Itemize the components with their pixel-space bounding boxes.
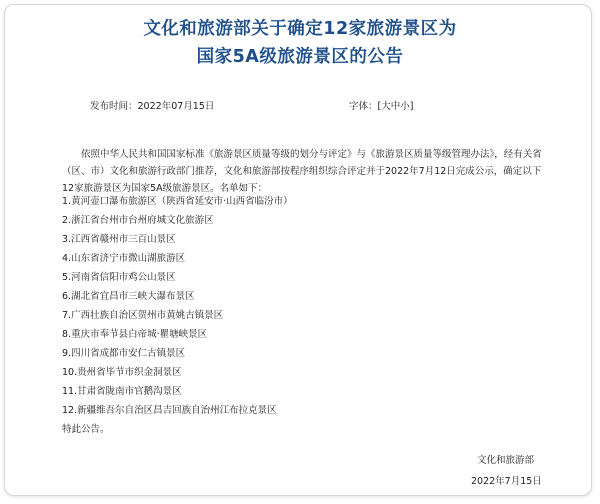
font-size-small-link[interactable]: 小 — [400, 101, 410, 112]
publish-date-value: 2022年07月15日 — [137, 101, 215, 112]
closing-text: 特此公告。 — [62, 424, 110, 435]
font-size-switcher — [349, 98, 414, 112]
list-item: 3.江西省赣州市三百山景区 — [62, 234, 176, 245]
signature-date: 2022年7月15日 — [471, 476, 542, 487]
publish-date-label: 发布时间： — [90, 101, 138, 112]
page-title-line-2: 国家5A级旅游景区的公告 — [196, 47, 404, 67]
list-item: 1.黄河壶口瀑布旅游区（陕西省延安市·山西省临汾市） — [62, 196, 293, 207]
list-item: 8.重庆市奉节县白帝城·瞿塘峡景区 — [62, 329, 208, 340]
signature-org: 文化和旅游部 — [477, 455, 535, 466]
list-item: 6.湖北省宜昌市三峡大瀑布景区 — [62, 291, 195, 302]
list-item: 5.河南省信阳市鸡公山景区 — [62, 272, 176, 283]
list-item: 10.贵州省毕节市织金洞景区 — [62, 367, 182, 378]
font-bracket-open: [ — [377, 101, 382, 112]
list-item: 12.新疆维吾尔自治区昌吉回族自治州江布拉克景区 — [62, 405, 277, 416]
list-item: 2.浙江省台州市台州府城文化旅游区 — [62, 215, 214, 226]
list-item: 7.广西壮族自治区贺州市黄姚古镇景区 — [62, 310, 224, 321]
list-item: 11.甘肃省陇南市官鹅沟景区 — [62, 386, 182, 397]
font-size-label: 字体： — [349, 101, 378, 112]
publish-date — [90, 98, 214, 112]
list-item: 9.四川省成都市安仁古镇景区 — [62, 348, 186, 359]
font-size-medium-link[interactable]: 中 — [390, 101, 401, 112]
font-bracket-close: ] — [409, 101, 414, 112]
list-item: 4.山东省济宁市微山湖旅游区 — [62, 253, 186, 264]
intro-paragraph: 依照中华人民共和国国家标准《旅游景区质量等级的划分与评定》与《旅游景区质量等级管理办法》，经有关省（区、市）文化和旅游行政部门推荐，文化和旅游部按程序组织综合评定并于2022年7月12日完成公示，确定以下12家旅游景区为国家5A级旅游景区。名单如下： — [62, 149, 542, 194]
font-size-large-link[interactable]: 大 — [381, 101, 391, 112]
page-title-line-1: 文化和旅游部关于确定12家旅游景区为 — [143, 19, 457, 39]
